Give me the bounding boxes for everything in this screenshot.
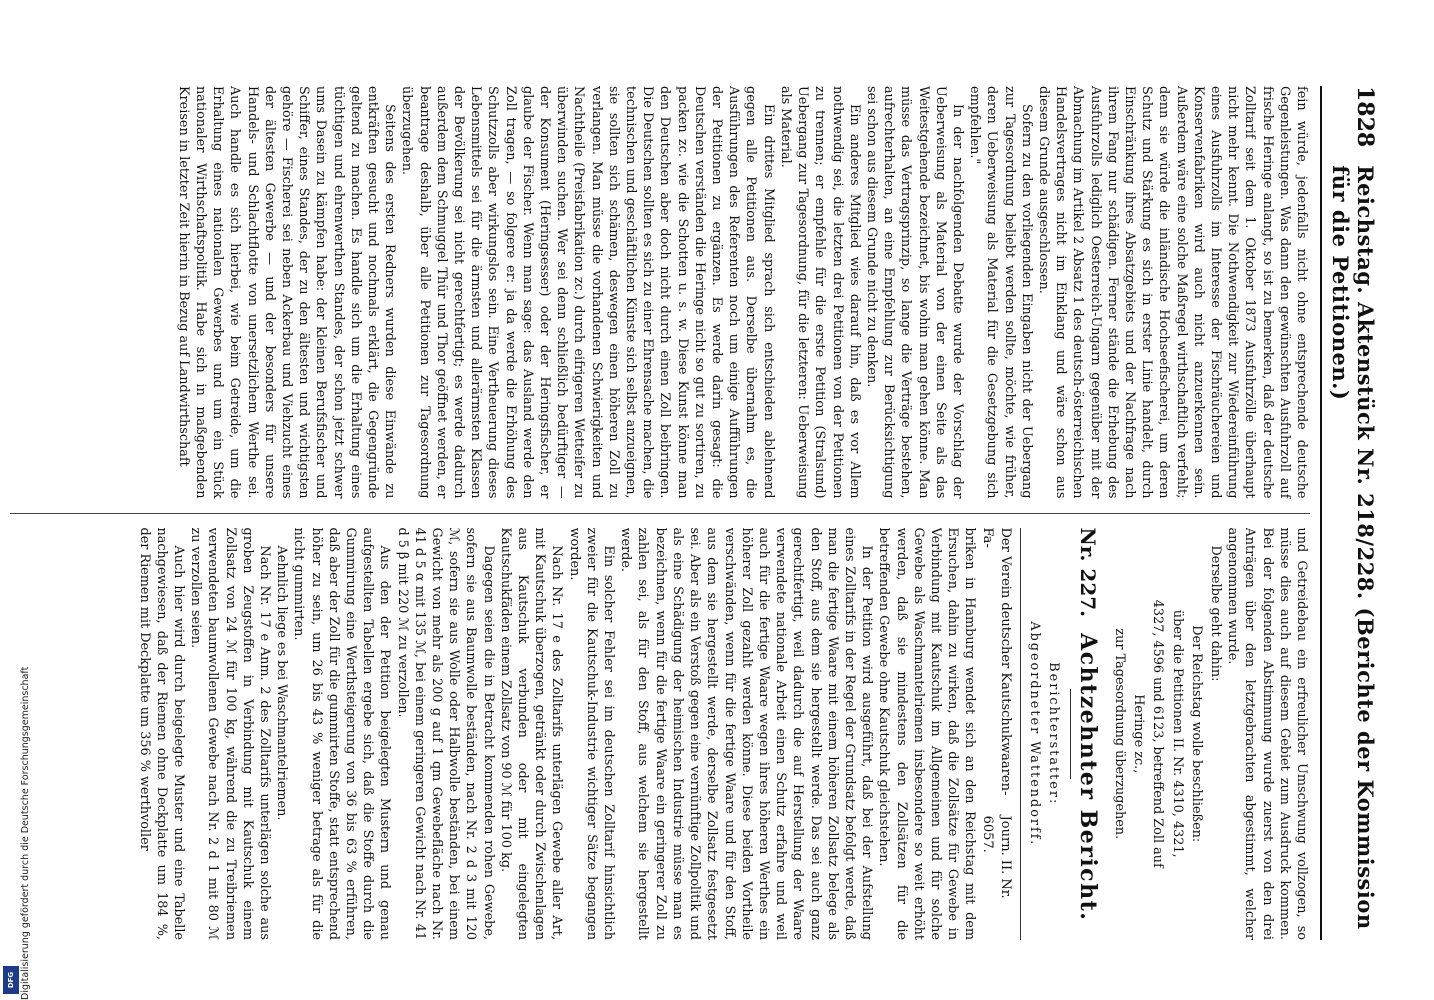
paragraph: Auch hier wird durch beigelegte Muster und eine Tabelle nachgewiesen, daß der Riemen ohne Deckplatte um 184 %, der Riemen mit Deckplatte um 356 % werthvoller [136,527,187,940]
paragraph: Ein solcher Fehler sei im deutschen Zolltarif hinsichtlich zweier für die Kautschuk-Industrie wichtiger Sätze begangen worden. [566,527,617,940]
paragraph: Seitens des ersten Redners wurden diese Einwände zu entkräften gesucht und nochmals erklärt, die Gegengründe geltend zu machen. Es handle sich um die Erhaltung eines tüchtigen und ehrenwerthen Standes, der schon jetzt schwer ums Dasein zu kämpfen habe: der kleinen Berufsfischer und Schiffer, eines Standes, der zu den ältesten und wichtigsten gehöre — Fischerei sei neben Ackerbau und Viehzucht eines der ältesten Gewerbe — und der besonders für unsere Handels- und Schlachtflotte von unersetzlichem Werthe sei. Auch handle es sich hierbei, wie beim Getreide, um die Erhaltung eines nationalen Gewerbes und um ein Stück nationaler Wirthschaftspolitik. Habe sich in maßgebenden Kreisen in letzter Zeit hierin in Bezug auf Landwirthschaft [175,86,398,499]
resolution-lead: Derselbe geht dahin: [1207,545,1223,682]
paragraph: Dagegen seien die in Betracht kommenden rohen Gewebe, sofern sie aus Baumwolle beständen, nach Nr. 2 d 3 mit 120 ℳ, sofern sie aus Wolle oder Halbwolle beständen, bei einem Gewicht von mehr als 200 g auf 1 qm Gewebefläche nach Nr. 41 d 5 α mit 135 ℳ, bei einem geringeren Gewicht nach Nr. 41 d 5 β mit 220 ℳ zu verzollen. [394,527,496,940]
rapporteur-name: Abgeordneter Wattendorff. [1026,621,1042,847]
paragraph: Nach Nr. 17 e Anm. 2 des Zolltarifs unterlägen solche aus groben Zeugstoffen in Verbindung mit Kautschuk einem Zollsatz von 24 ℳ für 100 kg, während die zu Treibriemen verwendeten baumwollenen Gewebe nach Nr. 2 d 1 mit 80 ℳ zu verzollen seien. [188,527,273,940]
digitization-credit-text: Digitalisierung gefördert durch die Deutsche Forschungsgemeinschaft [20,666,31,1000]
paragraph: Ein drittes Mitglied sprach sich entschieden ablehnend gegen alle Petitionen aus. Derselbe übernahm es, die Ausführungen des Referenten noch um einige Aufführungen der Petitionen zu ergänzen. Es werde darin gesagt: die Deutschen verständen die Heringe nicht so gut zu sortiren, zu packen zc. wie die Schotten u. s. w. Diese Kunst könne man den Deutschen aber doch nicht durch einen Zoll beibringen. Die Deutschen sollten es sich zu einer Ehrensache machen, die technischen und geschäftlichen Künste sich selbst anzueignen, sie sollten sich schämen, deswegen einen höheren Zoll zu verlangen. Man müsse die vorhandenen Schwierigkeiten und Nachtheile (Preisfabrikation zc.) durch eifrigeren Wetteifer zu überwinden suchen. Wer sei denn schließlich bedürftiger — der Konsument (Heringsesser) oder der Heringsfischer, er glaube der Fischer. Wenn man sage: das Ausland werde den Zoll tragen, — so folgere er: ja da werde die Erhöhung des Schutzzolls aber wirkungslos sein. Eine Vertheuerung dieses Lebensmittels sei für die ärmsten und allerärmsten Klassen der Bevölkerung sei nicht gerechtfertigt; es werde dadurch außerdem dem Schmuggel Thür und Thor geöffnet werden, er beantrage deshalb, über alle Petitionen zur Tagesordnung überzugehen. [399,86,776,499]
paragraph: Ein anderes Mitglied wies darauf hin, daß es vor Allem nothwendig sei, die letzten drei Petitionen von der Petitionen zu trennen; er empfehle für die erste Petition (Stralsund) Uebergang zur Tagesordnung, für die letzteren: Ueberweisung als Material. [777,86,862,499]
report-title: Achtzehnter Bericht. [1074,633,1101,922]
page-title: Reichstag. Aktenstück Nr. 218/228. (Berichte der Kommission für die Petitionen.) [1328,165,1378,930]
paragraph: fein würde, jedenfalls nicht ohne entsprechende deutsche Gegenleistungen. Was dann den gewünschten Ausfuhrzoll auf frische Heringe anlangt, so ist zu bemerken, daß der deutsche Zolltarif seit dem 1. Oktober 1873 Ausfuhrzölle überhaupt nicht mehr kennt. Die Nothwendigkeit zur Wiedereinführung eines Ausfuhrzolls im Interesse der Fischräuchereien und Konservenfabriken wird auch nicht anzuerkennen sein. Außerdem wäre eine solche Maßregel wirthschaftlich verfehlt; denn sie würde die inländische Hochseefischerei, um deren Schutz und Stärkung es sich in erster Linie handelt, durch Einschränkung ihres Absatzgebiets und der Nachfrage nach ihrem Fang nur schädigen. Ferner stände die Erhebung des Ausfuhrzolls lediglich Oesterreich-Ungarn gegenüber mit der Abmachung im Artikel 2 Absatz 1 des deutsch-österreichischen Handelsvertrages nicht im Einklang und wäre schon aus diesem Grunde ausgeschlossen. [1035,86,1309,499]
resolution-line: Heringe zc., [1131,694,1147,774]
paragraph: Sofern zu den vorliegenden Eingaben nicht der Uebergang zur Tagesordnung beliebt werden sollte, möchte, wie früher, deren Ueberweisung als Material für die Gesetzgebung sich empfehlen." [967,86,1034,499]
rapporteur-label: Berichterstatter: [1045,662,1061,806]
report-heading [1075,528,1101,941]
resolution-line: Der Reichstag wolle beschließen: [1188,625,1204,843]
right-column [10,528,1310,941]
journal-number: Journ. II. Nr. 6057. [980,815,1014,899]
heading-rule [1070,689,1071,779]
dfg-logo-text: DFG [7,971,15,989]
paragraph: Nach Nr. 17 e des Zolltarifs unterlägen Gewebe aller Art, mit Kautschuk überzogen, getränkt oder durch Zwischenlagen aus Kautschuk verbunden oder mit eingelegten Kautschukfäden einem Zollsatz von 90 ℳ für 100 kg. [497,527,565,940]
resolution-line: 4327, 4596 und 6123, betreffend Zoll auf [1150,599,1166,868]
paragraph: briken in Hamburg wendet sich an den Reichstag mit dem Ersuchen, dahin zu wirken, daß die Zollsätze für Gewebe in Verbindung mit Kautschuk im Allgemeinen und für solche Gewebe als Waschmantelriemen insbesondere so weit erhöht werden, daß sie mindestens den Zollsätzen für die betreffenden Gewebe ohne Kautschuk gleichstehen. [876,527,978,940]
paragraph: Aehnlich liege es bei Waschmantelriemen. [274,545,290,821]
paragraph: und Getreidebau ein erfreulicher Umschwung vollzogen, so müsse dies auch auf diesem Gebiet zum Ausdruck kommen. Bei der folgenden Abstimmung wurde zuerst von den drei Anträgen über den letztgebrachten abgestimmt, welcher angenommen wurde. [1225,527,1309,940]
column-divider [10,513,1310,514]
resolution-line: zur Tagesordnung überzugehen. [1111,628,1127,840]
page-header [1320,86,1378,940]
page-number: 1828 [1352,86,1378,148]
paragraph: In der nachfolgenden Debatte wurde der Vorschlag der Ueberweisung als Material von der einen Seite als das Weitestgehende bezeichnet, bis wohin man gehen könne. Man müsse das Vertragsprinzip, so lange die Verträge bestehen, aufrechterhalten, an eine Empfehlung zur Berücksichtigung sei schon aus diesem Grunde nicht zu denken. [863,86,965,499]
left-column [10,86,1310,499]
section-rule [1020,528,1021,941]
resolution-line: über die Petitionen II. Nr. 4310, 4321, [1169,609,1185,858]
petitioner-line [978,528,1014,941]
paragraph: In der Petition wird ausgeführt, daß bei der Aufstellung eines Zolltarifs in der Regel der Grundsatz befolgt werde, daß man die fertige Waare mit einem höheren Zollsatz belege als den Stoff, aus dem sie hergestellt werde. Das sei auch ganz gerechtfertigt, weil dadurch die auf Herstellung der Waare verwendete nationale Arbeit einen Schutz erfahre und weil auch für die fertige Waare wegen ihres höheren Werthes ein höherer Zoll gezahlt werden könne. Diese beiden Vortheile verschwänden, wenn für die fertige Waare und für den Stoff, aus dem sie hergestellt werde, derselbe Zollsatz festgesetzt sei. Aber als ein Verstoß gegen eine vernünftige Zollpolitik und als eine Schädigung der heimischen Industrie müsse man es bezeichnen, wenn für die fertige Waare ein geringerer Zoll zu zahlen sei, als für den Stoff, aus welchem sie hergestellt werde. [618,527,875,940]
petitioner-name: Der Verein deutscher Kautschukwaaren-Fa- [980,527,1014,796]
paragraph: Aus den der Petition beigelegten Mustern und genau aufgestellten Tabellen ergebe sich, daß die Stoffe durch die Gummirung eine Werthsteigerung von 36 bis 63 % erführen, daß aber der Zoll für die gummirten Stoffe, statt entsprechend höher zu sein, um 26 bis 43 % weniger betrage als für die nicht gummirten. [291,527,393,940]
text-columns [10,86,1310,940]
report-number: Nr. 227. [1075,527,1100,618]
